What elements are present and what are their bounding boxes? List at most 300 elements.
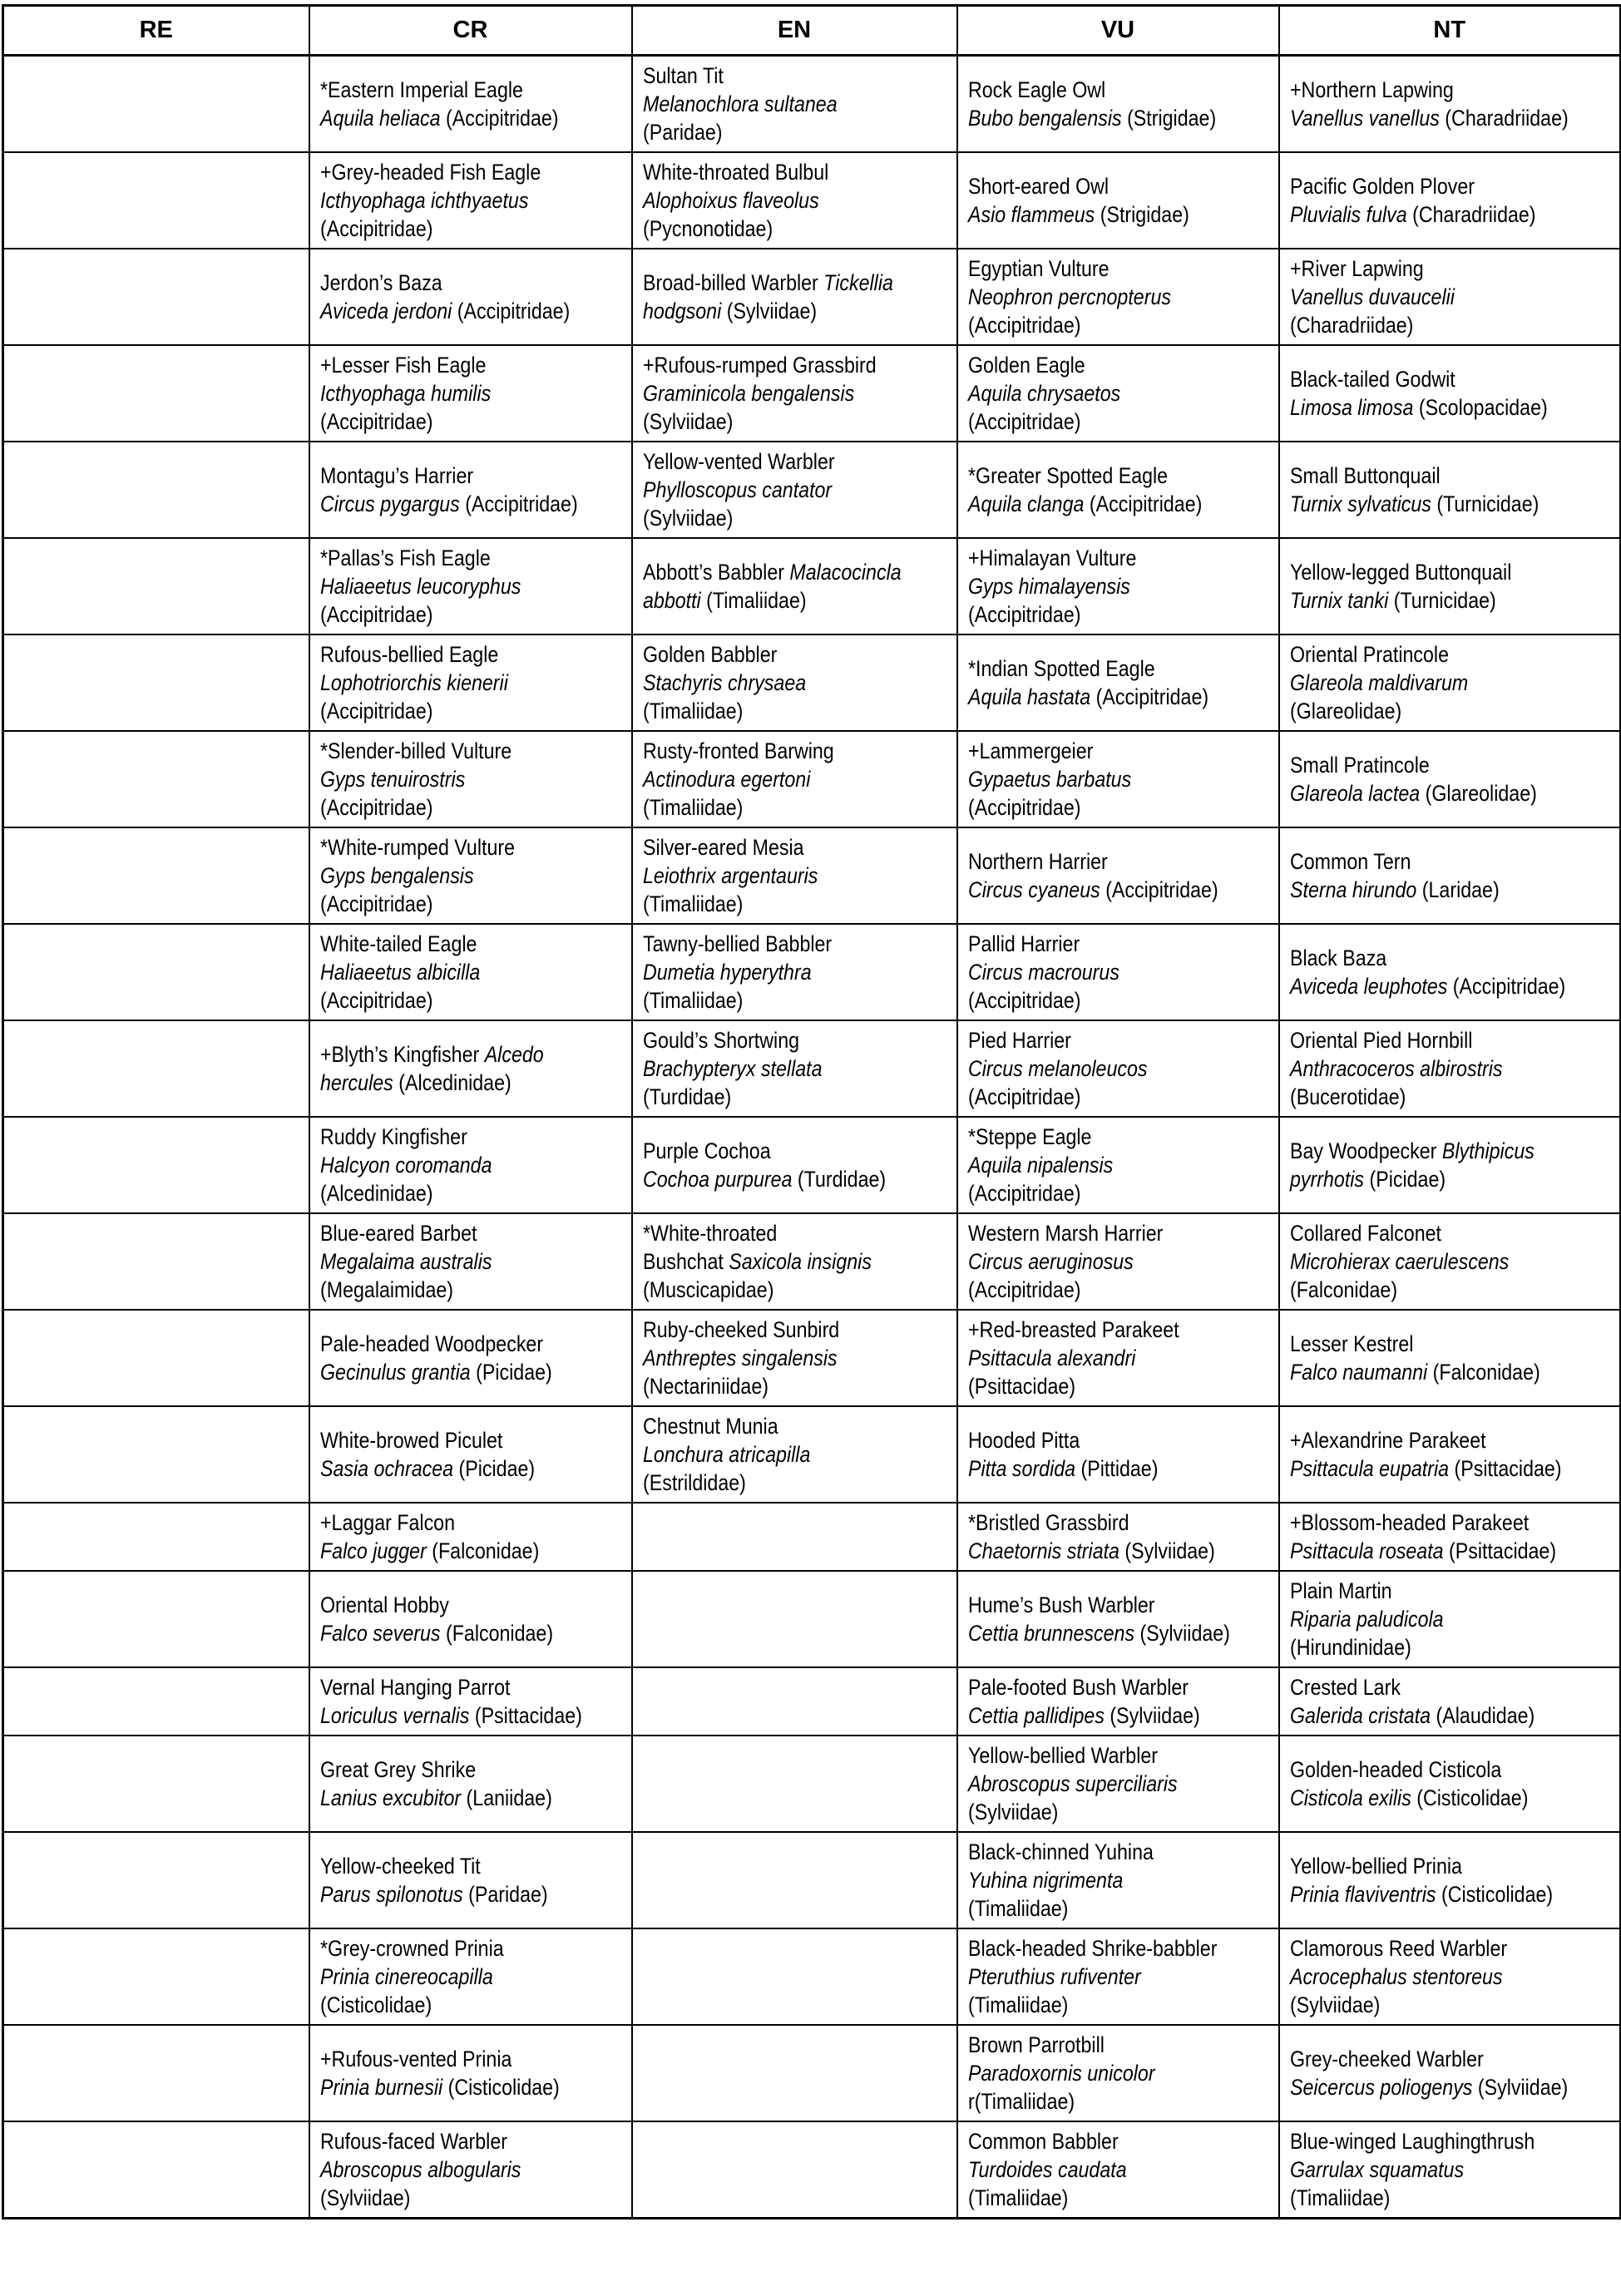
scientific-name: Aquila clanga	[967, 491, 1084, 516]
species-cell-vu	[957, 634, 1279, 731]
common-name-text: Black-chinned Yuhina	[967, 1839, 1154, 1864]
species-text	[1290, 1426, 1565, 1483]
scientific-name: Circus aeruginosus	[967, 1249, 1134, 1274]
species-text	[643, 1412, 904, 1497]
common-name-text: (Paridae)	[462, 1882, 548, 1907]
common-name-text: +Laggar Falcon	[319, 1510, 455, 1535]
common-name-text: (Timaliidae)	[700, 588, 807, 613]
common-name-text: (Timaliidae)	[1289, 2185, 1390, 2210]
species-cell-cr	[309, 538, 632, 634]
species-cell-cr	[309, 1736, 632, 1832]
species-cell-nt	[1279, 1928, 1621, 2025]
species-text	[320, 1934, 579, 2019]
scientific-name: Psittacula roseata	[1289, 1538, 1444, 1563]
common-name-text: (Picidae)	[1363, 1167, 1446, 1192]
common-name-text: *Grey-crowned Prinia	[319, 1936, 504, 1961]
table-row	[3, 1736, 1621, 1832]
species-cell-nt	[1279, 152, 1621, 249]
species-text	[968, 1219, 1226, 1304]
table-row	[3, 538, 1621, 634]
common-name-text: (Falconidae)	[1426, 1360, 1540, 1385]
common-name-text: (Accipitridae)	[967, 988, 1080, 1013]
species-cell-cr	[309, 56, 632, 153]
scientific-name: Icthyophaga ichthyaetus	[319, 188, 528, 213]
common-name-text: Common Babbler	[967, 2129, 1119, 2154]
species-cell-cr	[309, 1310, 632, 1406]
species-text	[1290, 640, 1565, 725]
table-row	[3, 249, 1621, 345]
common-name-text: (Scolopacidae)	[1412, 395, 1548, 420]
common-name-text: (Psittacidae)	[468, 1703, 582, 1728]
common-name-text: +Lesser Fish Eagle	[319, 353, 486, 378]
species-text	[320, 1330, 579, 1386]
scientific-name: Psittacula eupatria	[1289, 1456, 1449, 1481]
common-name-text: (Bucerotidae)	[1289, 1084, 1406, 1109]
common-name-text: (Hirundinidae)	[1289, 1635, 1411, 1660]
species-cell-en	[632, 1117, 957, 1213]
scientific-name: Vanellus vanellus	[1289, 106, 1440, 131]
species-text	[643, 1026, 904, 1111]
species-cell-vu	[957, 1503, 1279, 1571]
species-cell-en	[632, 1736, 957, 1832]
common-name-text: (Cisticolidae)	[1411, 1785, 1528, 1810]
species-cell-cr	[309, 1503, 632, 1571]
species-cell-nt	[1279, 2025, 1621, 2121]
common-name-text: Hume’s Bush Warbler	[967, 1592, 1155, 1617]
species-text	[968, 1026, 1226, 1111]
common-name-text: (Timaliidae)	[967, 1896, 1068, 1921]
common-name-text: (Accipitridae)	[967, 1084, 1080, 1109]
species-text	[320, 1755, 579, 1812]
table-row	[3, 731, 1621, 827]
common-name-text: (Sylviidae)	[1119, 1538, 1215, 1563]
common-name-text: (Cisticolidae)	[1436, 1882, 1553, 1907]
scientific-name: Blythipicus	[1441, 1138, 1535, 1163]
common-name-text: White-throated Bulbul	[642, 160, 828, 185]
scientific-name: Glareola maldivarum	[1289, 670, 1468, 695]
common-name-text: Golden Babbler	[642, 642, 777, 667]
species-text	[320, 833, 579, 918]
species-text	[643, 833, 904, 918]
species-text	[1290, 254, 1565, 339]
scientific-name: Abroscopus superciliaris	[967, 1771, 1178, 1796]
common-name-text: Rufous-bellied Eagle	[319, 642, 498, 667]
species-cell-re	[3, 1310, 309, 1406]
common-name-text: Western Marsh Harrier	[967, 1221, 1163, 1246]
scientific-name: Lanius excubitor	[319, 1785, 461, 1810]
scientific-name: Stachyris chrysaea	[642, 670, 806, 695]
common-name-text: (Charadriidae)	[1406, 202, 1536, 227]
species-cell-vu	[957, 1406, 1279, 1503]
table-row	[3, 56, 1621, 153]
common-name-text: (Psittacidae)	[1448, 1456, 1562, 1481]
species-text	[968, 462, 1226, 518]
species-cell-cr	[309, 345, 632, 442]
species-cell-re	[3, 1406, 309, 1503]
scientific-name: Turnix tanki	[1289, 588, 1388, 613]
species-text	[1290, 1577, 1565, 1662]
scientific-name: Circus melanoleucos	[967, 1056, 1148, 1081]
common-name-text: (Accipitridae)	[1090, 684, 1208, 709]
scientific-name: Saxicola insignis	[728, 1249, 872, 1274]
species-cell-vu	[957, 1832, 1279, 1928]
species-cell-vu	[957, 1020, 1279, 1117]
common-name-text: (Accipitridae)	[459, 491, 578, 516]
species-text	[320, 76, 579, 132]
scientific-name: Melanochlora sultanea	[642, 91, 838, 116]
common-name-text: Pied Harrier	[967, 1028, 1071, 1053]
species-cell-en	[632, 1020, 957, 1117]
scientific-name: Malacocincla	[788, 560, 902, 585]
column-header-nt: NT	[1279, 6, 1621, 56]
species-text	[968, 1934, 1226, 2019]
species-cell-re	[3, 731, 309, 827]
species-text	[1290, 1137, 1565, 1193]
species-cell-vu	[957, 1117, 1279, 1213]
scientific-name: Alophoixus flaveolus	[642, 188, 819, 213]
scientific-name: hercules	[319, 1070, 393, 1095]
column-header-vu: VU	[957, 6, 1279, 56]
table-row	[3, 1667, 1621, 1736]
common-name-text: (Accipitridae)	[319, 216, 432, 241]
species-text	[1290, 1934, 1565, 2019]
species-text	[968, 1508, 1226, 1565]
species-cell-re	[3, 1213, 309, 1310]
common-name-text: Golden Eagle	[967, 353, 1085, 378]
species-cell-cr	[309, 1928, 632, 2025]
common-name-text: Oriental Hobby	[319, 1592, 449, 1617]
common-name-text: *Slender-billed Vulture	[319, 738, 512, 763]
table-row	[3, 152, 1621, 249]
common-name-text: (Glareolidae)	[1419, 781, 1537, 806]
common-name-text: (Paridae)	[642, 120, 723, 145]
common-name-text: (Accipitridae)	[967, 313, 1080, 338]
species-cell-en	[632, 1667, 957, 1736]
table-row	[3, 924, 1621, 1020]
scientific-name: Aviceda leuphotes	[1289, 974, 1447, 999]
species-cell-re	[3, 1020, 309, 1117]
common-name-text: (Turdidae)	[791, 1167, 886, 1192]
scientific-name: Actinodura egertoni	[642, 767, 810, 792]
common-name-text: +Blossom-headed Parakeet	[1289, 1510, 1529, 1535]
common-name-text: (Falconidae)	[440, 1621, 553, 1646]
scientific-name: Cochoa purpurea	[642, 1167, 792, 1192]
species-cell-cr	[309, 249, 632, 345]
scientific-name: Lophotriorchis kienerii	[319, 670, 508, 695]
species-cell-re	[3, 56, 309, 153]
species-cell-nt	[1279, 1667, 1621, 1736]
species-text	[320, 1591, 579, 1647]
scientific-name: Prinia burnesii	[319, 2075, 442, 2100]
species-cell-en	[632, 1213, 957, 1310]
species-text	[968, 2031, 1226, 2116]
species-text	[1290, 558, 1565, 615]
species-cell-re	[3, 1832, 309, 1928]
scientific-name: Megalaima australis	[319, 1249, 492, 1274]
species-cell-re	[3, 249, 309, 345]
common-name-text: +Rufous-vented Prinia	[319, 2047, 512, 2071]
common-name-text: (Turnicidae)	[1431, 491, 1539, 516]
species-cell-vu	[957, 2121, 1279, 2219]
species-cell-vu	[957, 538, 1279, 634]
scientific-name: Lonchura atricapilla	[642, 1442, 810, 1467]
scientific-name: Aquila nipalensis	[967, 1153, 1113, 1178]
species-text	[968, 1838, 1226, 1923]
common-name-text: *Eastern Imperial Eagle	[319, 77, 523, 102]
species-text	[968, 1316, 1226, 1400]
table-row	[3, 1928, 1621, 2025]
common-name-text: (Psittacidae)	[967, 1374, 1075, 1399]
scientific-name: Gypaetus barbatus	[967, 767, 1131, 792]
common-name-text: Montagu’s Harrier	[319, 463, 473, 488]
species-cell-cr	[309, 1667, 632, 1736]
common-name-text: Gould’s Shortwing	[642, 1028, 799, 1053]
species-text	[320, 158, 579, 243]
common-name-text: Bay Woodpecker	[1289, 1138, 1442, 1163]
common-name-text: +Northern Lapwing	[1289, 77, 1454, 102]
common-name-text: (Psittacidae)	[1443, 1538, 1556, 1563]
common-name-text: (Accipitridae)	[319, 409, 432, 434]
scientific-name: Tickellia	[823, 270, 893, 295]
scientific-name: Cettia brunnescens	[967, 1621, 1134, 1646]
common-name-text: (Pycnonotidae)	[642, 216, 773, 241]
common-name-text: r(Timaliidae)	[967, 2089, 1075, 2114]
species-cell-en	[632, 345, 957, 442]
species-cell-nt	[1279, 1503, 1621, 1571]
table-row	[3, 1406, 1621, 1503]
common-name-text: Oriental Pratincole	[1289, 642, 1449, 667]
species-cell-re	[3, 1928, 309, 2025]
scientific-name: pyrrhotis	[1289, 1167, 1364, 1192]
common-name-text: Pallid Harrier	[967, 931, 1080, 956]
common-name-text: White-browed Piculet	[319, 1428, 502, 1453]
common-name-text: Silver-eared Mesia	[642, 835, 804, 860]
header-row	[3, 6, 1621, 56]
table-row	[3, 1832, 1621, 1928]
species-text	[968, 1673, 1226, 1730]
species-cell-cr	[309, 1117, 632, 1213]
species-cell-nt	[1279, 442, 1621, 538]
species-cell-re	[3, 1667, 309, 1736]
common-name-text: Vernal Hanging Parrot	[319, 1675, 510, 1700]
scientific-name: Gyps bengalensis	[319, 863, 474, 888]
common-name-text: Rock Eagle Owl	[967, 77, 1105, 102]
scientific-name: Haliaeetus leucoryphus	[319, 574, 521, 599]
species-cell-vu	[957, 249, 1279, 345]
common-name-text: (Accipitridae)	[319, 988, 432, 1013]
species-text	[643, 1219, 904, 1304]
common-name-text: *White-rumped Vulture	[319, 835, 515, 860]
common-name-text: Abbott’s Babbler	[642, 560, 789, 585]
species-cell-nt	[1279, 1310, 1621, 1406]
scientific-name: Sterna hirundo	[1289, 877, 1416, 902]
species-cell-en	[632, 1928, 957, 2025]
species-cell-nt	[1279, 1406, 1621, 1503]
species-cell-en	[632, 1406, 957, 1503]
common-name-text: Brown Parrotbill	[967, 2032, 1105, 2057]
species-cell-vu	[957, 2025, 1279, 2121]
common-name-text: +Grey-headed Fish Eagle	[319, 160, 541, 185]
species-text	[1290, 1219, 1565, 1304]
common-name-text: Black Baza	[1289, 946, 1386, 970]
common-name-text: (Timaliidae)	[967, 2185, 1068, 2210]
common-name-text: (Falconidae)	[1289, 1277, 1397, 1302]
species-text	[643, 930, 904, 1015]
species-cell-en	[632, 1832, 957, 1928]
scientific-name: Turnix sylvaticus	[1289, 491, 1431, 516]
common-name-text: (Accipitridae)	[967, 795, 1080, 820]
column-header-en: EN	[632, 6, 957, 56]
species-text	[320, 462, 579, 518]
species-text	[1290, 1852, 1565, 1908]
common-name-text: (Sylviidae)	[967, 1800, 1058, 1824]
species-text	[968, 172, 1226, 229]
scientific-name: Circus pygargus	[319, 491, 460, 516]
scientific-name: Psittacula alexandri	[967, 1346, 1135, 1370]
scientific-name: Loriculus vernalis	[319, 1703, 469, 1728]
common-name-text: Ruby-cheeked Sunbird	[642, 1317, 839, 1342]
common-name-text: (Accipitridae)	[319, 795, 432, 820]
species-cell-nt	[1279, 1117, 1621, 1213]
scientific-name: Pitta sordida	[967, 1456, 1075, 1481]
species-cell-re	[3, 827, 309, 924]
species-cell-vu	[957, 56, 1279, 153]
common-name-text: Small Buttonquail	[1289, 463, 1441, 488]
species-cell-re	[3, 924, 309, 1020]
common-name-text: Black-headed Shrike-babbler	[967, 1936, 1217, 1961]
species-cell-cr	[309, 1832, 632, 1928]
common-name-text: (Turnicidae)	[1387, 588, 1496, 613]
species-text	[320, 737, 579, 822]
scientific-name: Leiothrix argentauris	[642, 863, 818, 888]
species-cell-cr	[309, 827, 632, 924]
scientific-name: Halcyon coromanda	[319, 1153, 492, 1178]
species-text	[320, 1219, 579, 1304]
common-name-text: *Greater Spotted Eagle	[967, 463, 1168, 488]
table-row	[3, 1213, 1621, 1310]
table-row	[3, 634, 1621, 731]
scientific-name: Brachypteryx stellata	[642, 1056, 823, 1081]
species-cell-en	[632, 2025, 957, 2121]
species-text	[320, 930, 579, 1015]
scientific-name: Cisticola exilis	[1289, 1785, 1411, 1810]
species-cell-re	[3, 538, 309, 634]
species-text	[968, 847, 1226, 904]
common-name-text: Purple Cochoa	[642, 1138, 771, 1163]
common-name-text: (Cisticolidae)	[319, 1992, 432, 2017]
scientific-name: Vanellus duvaucelii	[1289, 284, 1455, 309]
species-text	[1290, 1026, 1565, 1111]
species-text	[1290, 751, 1565, 807]
common-name-text: (Estrildidae)	[642, 1470, 746, 1495]
common-name-text: (Timaliidae)	[967, 1992, 1068, 2017]
species-cell-re	[3, 152, 309, 249]
common-name-text: (Sylviidae)	[1134, 1621, 1230, 1646]
species-cell-vu	[957, 731, 1279, 827]
scientific-name: Haliaeetus albicilla	[319, 960, 480, 985]
species-cell-vu	[957, 1928, 1279, 2025]
species-text	[643, 158, 904, 243]
scientific-name: Paradoxornis unicolor	[967, 2061, 1155, 2086]
species-cell-en	[632, 152, 957, 249]
scientific-name: Falco jugger	[319, 1538, 427, 1563]
scientific-name: Phylloscopus cantator	[642, 477, 832, 502]
scientific-name: Yuhina nigrimenta	[967, 1868, 1123, 1893]
species-cell-en	[632, 924, 957, 1020]
common-name-text: (Muscicapidae)	[642, 1277, 773, 1302]
table-row	[3, 2121, 1621, 2219]
common-name-text: +Lammergeier	[967, 738, 1093, 763]
species-text	[643, 351, 904, 436]
species-text	[968, 76, 1226, 132]
common-name-text: (Accipitridae)	[1100, 877, 1218, 902]
species-text	[643, 1137, 904, 1193]
common-name-text: Pale-footed Bush Warbler	[967, 1675, 1189, 1700]
table-row	[3, 1117, 1621, 1213]
common-name-text: *Bristled Grassbird	[967, 1510, 1129, 1535]
species-text	[643, 558, 904, 615]
common-name-text: (Sylviidae)	[319, 2185, 410, 2210]
species-cell-nt	[1279, 1736, 1621, 1832]
species-text	[1290, 1508, 1565, 1565]
species-text	[1290, 462, 1565, 518]
species-cell-en	[632, 249, 957, 345]
common-name-text: Oriental Pied Hornbill	[1289, 1028, 1472, 1053]
common-name-text: (Charadriidae)	[1289, 313, 1413, 338]
common-name-text: Collared Falconet	[1289, 1221, 1441, 1246]
species-cell-re	[3, 2121, 309, 2219]
species-cell-re	[3, 2025, 309, 2121]
common-name-text: Yellow-legged Buttonquail	[1289, 560, 1511, 585]
common-name-text: (Accipitridae)	[967, 602, 1080, 627]
table-row	[3, 1503, 1621, 1571]
common-name-text: (Accipitridae)	[1083, 491, 1202, 516]
scientific-name: hodgsoni	[642, 299, 721, 323]
common-name-text: Clamorous Reed Warbler	[1289, 1936, 1507, 1961]
species-text	[968, 254, 1226, 339]
common-name-text: Northern Harrier	[967, 849, 1108, 874]
scientific-name: Prinia cinereocapilla	[319, 1964, 493, 1989]
species-text	[1290, 1330, 1565, 1386]
table-body	[3, 56, 1621, 2219]
scientific-name: Acrocephalus stentoreus	[1289, 1964, 1503, 1989]
species-text	[1289, 76, 1569, 132]
common-name-text: (Accipitridae)	[967, 409, 1080, 434]
common-name-text: Yellow-bellied Prinia	[1289, 1854, 1462, 1879]
species-cell-cr	[309, 924, 632, 1020]
species-text	[319, 1673, 582, 1730]
common-name-text: (Charadriidae)	[1439, 106, 1569, 131]
common-name-text: (Sylviidae)	[1289, 1992, 1380, 2017]
common-name-text: (Alcedinidae)	[393, 1070, 512, 1095]
species-cell-vu	[957, 1667, 1279, 1736]
common-name-text: (Turdidae)	[642, 1084, 731, 1109]
table-row	[3, 2025, 1621, 2121]
species-cell-vu	[957, 152, 1279, 249]
common-name-text: Hooded Pitta	[967, 1428, 1080, 1453]
species-cell-re	[3, 442, 309, 538]
scientific-name: Pteruthius rufiventer	[967, 1964, 1141, 1989]
species-cell-cr	[309, 634, 632, 731]
table-row	[3, 1310, 1621, 1406]
table-header	[3, 6, 1621, 56]
common-name-text: (Accipitridae)	[319, 602, 432, 627]
common-name-text: Tawny-bellied Babbler	[642, 931, 832, 956]
common-name-text: (Sylviidae)	[720, 299, 817, 323]
species-text	[320, 640, 579, 725]
species-cell-vu	[957, 442, 1279, 538]
species-cell-vu	[957, 1736, 1279, 1832]
